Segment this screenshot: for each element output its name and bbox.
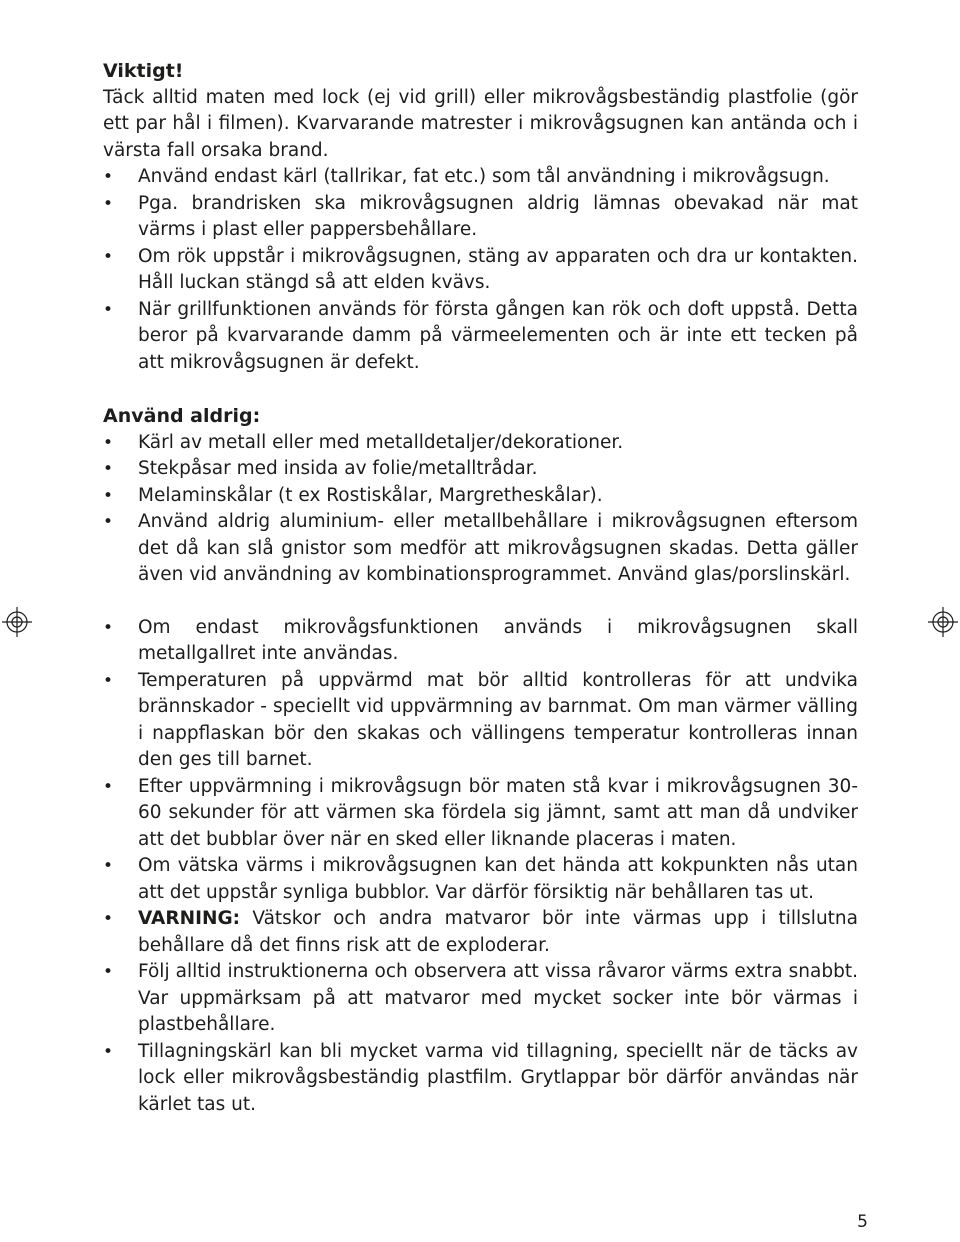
list-item: • Efter uppvärmning i mikrovågsugn bör maten stå kvar i mikrovågsugnen 30-60 sekunder för att värmen ska fördela sig jämnt, samt att man då undviker att det bubblar över när en sked eller liknande placeras i maten. (103, 774, 858, 854)
never-use-list (103, 430, 858, 589)
warning-text: Vätskor och andra matvaror bör inte värmas upp i tillslutna behållare då det finns risk att de exploderar. (138, 908, 858, 956)
list-item: • Om endast mikrovågsfunktionen används i mikrovågsugnen skall metallgallret inte användas. (103, 615, 858, 668)
registration-mark-icon (926, 605, 960, 639)
list-item: • Om rök uppstår i mikrovågsugnen, stäng av apparaten och dra ur kontakten. Håll luckan stängd så att elden kvävs. (103, 244, 858, 297)
registration-mark-icon (0, 605, 34, 639)
list-item: • Pga. brandrisken ska mikrovågsugnen aldrig lämnas obevakad när mat värms i plast eller pappersbehållare. (103, 191, 858, 244)
intro-paragraph: Täck alltid maten med lock (ej vid grill) eller mikrovågsbeständig plastfolie (gör ett par hål i filmen). Kvarvarande matrester i mikrovågsugnen kan antända och i värsta fall orsaka brand. (103, 86, 858, 161)
heading-never-use: Använd aldrig: (103, 405, 261, 427)
warning-item (103, 906, 858, 959)
page-content (103, 58, 858, 1118)
warning-label: VARNING: (138, 908, 241, 929)
heading-important: Viktigt! (103, 60, 184, 82)
list-item: • Använd aldrig aluminium- eller metallbehållare i mikrovågsugnen eftersom det då kan slå gnistor som medför att mikrovågsugnen skadas. Detta gäller även vid användning av kombinationsprogrammet. Använd glas/porslinskärl. (103, 509, 858, 589)
list-item: • Om vätska värms i mikrovågsugnen kan det hända att kokpunkten nås utan att det uppstår synliga bubblor. Var därför försiktig när behållaren tas ut. (103, 853, 858, 906)
page-number: 5 (857, 1212, 868, 1232)
list-item: • Temperaturen på uppvärmd mat bör alltid kontrolleras för att undvika brännskador - speciellt vid uppvärmning av barnmat. Om man värmer välling i nappflaskan bör den skakas och vällingens temperatur kontrolleras innan den ges till barnet. (103, 668, 858, 774)
list-item: • Tillagningskärl kan bli mycket varma vid tillagning, speciellt när de täcks av lock eller mikrovågsbeständig plastfilm. Grytlappar bör därför användas när kärlet tas ut. (103, 1039, 858, 1119)
list-item: • När grillfunktionen används för första gången kan rök och doft uppstå. Detta beror på kvarvarande damm på värmeelementen och är inte ett tecken på att mikrovågsugnen är defekt. (103, 297, 858, 377)
list-item: • Följ alltid instruktionerna och observera att vissa råvaror värms extra snabbt. Var uppmärksam på att matvaror med mycket socker inte bör värmas i plastbehållare. (103, 959, 858, 1039)
general-list (103, 615, 858, 1119)
list-item: • Använd endast kärl (tallrikar, fat etc.) som tål användning i mikrovågsugn. (103, 164, 858, 191)
important-list (103, 164, 858, 376)
list-item: • Kärl av metall eller med metalldetaljer/dekorationer. (103, 430, 858, 457)
list-item: • Stekpåsar med insida av folie/metalltrådar. (103, 456, 858, 483)
list-item: • Melaminskålar (t ex Rostiskålar, Margretheskålar). (103, 483, 858, 510)
